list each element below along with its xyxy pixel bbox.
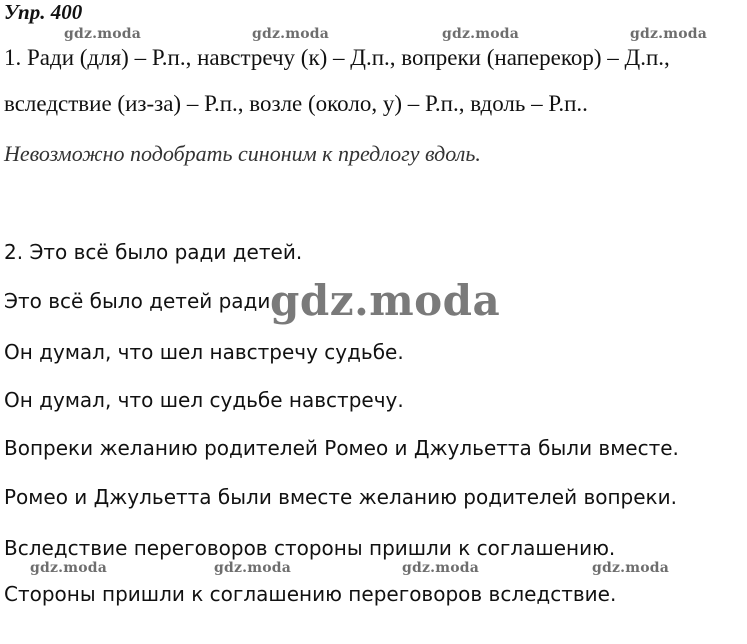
part2-line-5: Вопреки желанию родителей Ромео и Джульетта были вместе. bbox=[4, 436, 679, 460]
watermark-bottom-3: gdz.moda bbox=[402, 560, 480, 576]
part2-line-4: Он думал, что шел судьбе навстречу. bbox=[4, 388, 404, 412]
watermark-top-1: gdz.moda bbox=[64, 26, 142, 42]
part2-line-1: 2. Это всё было ради детей. bbox=[4, 240, 303, 264]
watermark-top-3: gdz.moda bbox=[442, 26, 520, 42]
part2-line-7: Вследствие переговоров стороны пришли к соглашению. bbox=[4, 536, 616, 560]
watermark-top-2: gdz.moda bbox=[252, 26, 330, 42]
watermark-bottom-1: gdz.moda bbox=[30, 560, 108, 576]
part1-line-2: вследствие (из-за) – Р.п., возле (около, у) – Р.п., вдоль – Р.п.. bbox=[4, 91, 588, 116]
exercise-title: Упр. 400 bbox=[4, 0, 83, 24]
watermark-top-4: gdz.moda bbox=[630, 26, 708, 42]
part1-note: Невозможно подобрать синоним к предлогу вдоль. bbox=[4, 141, 481, 166]
watermark-bottom-4: gdz.moda bbox=[592, 560, 670, 576]
part1-line-1: 1. Ради (для) – Р.п., навстречу (к) – Д.п., вопреки (наперекор) – Д.п., bbox=[4, 45, 670, 70]
part2-line-6: Ромео и Джульетта были вместе желанию родителей вопреки. bbox=[4, 485, 677, 509]
watermark-bottom-2: gdz.moda bbox=[214, 560, 292, 576]
watermark-center: gdz.moda bbox=[270, 276, 501, 325]
part2-line-8: Стороны пришли к соглашению переговоров вследствие. bbox=[4, 582, 617, 606]
part2-line-2: Это всё было детей ради. bbox=[4, 289, 277, 313]
part2-line-3: Он думал, что шел навстречу судьбе. bbox=[4, 340, 404, 364]
